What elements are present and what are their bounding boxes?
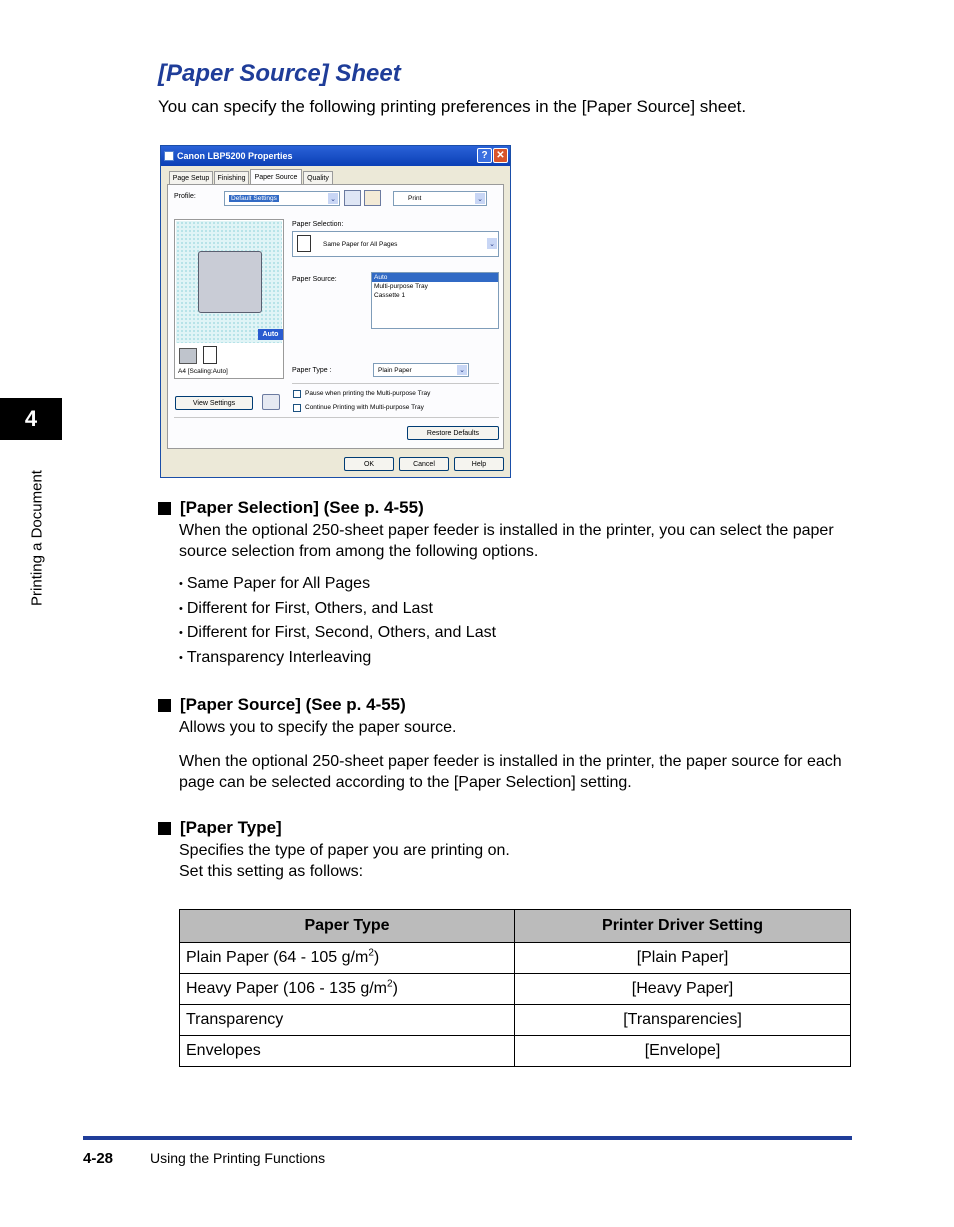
table-cell: Transparency [180, 1005, 515, 1036]
square-bullet-icon [158, 502, 171, 515]
profile-select[interactable] [224, 191, 340, 206]
list-item[interactable]: Cassette 1 [374, 292, 406, 299]
column-header: Paper Type [180, 910, 515, 943]
list-item: • Same Paper for All Pages [179, 575, 370, 593]
help-button[interactable]: Help [454, 457, 504, 471]
tab-page-setup[interactable]: Page Setup [169, 171, 213, 184]
edit-profile-icon[interactable] [364, 190, 381, 206]
paper-source-body-1: Allows you to specify the paper source. [179, 719, 457, 736]
chevron-down-icon: ⌄ [328, 193, 338, 204]
paper-source-label: Paper Source: [292, 276, 337, 283]
pages-icon [203, 346, 217, 364]
divider [174, 417, 499, 418]
chapter-title: Printing a Document [28, 469, 46, 606]
paper-type-select[interactable] [373, 363, 469, 377]
ok-button[interactable]: OK [344, 457, 394, 471]
pause-checkbox[interactable] [293, 390, 301, 398]
profile-label: Profile: [174, 193, 196, 200]
section-heading-paper-type [158, 818, 282, 838]
paper-selection-value: Same Paper for All Pages [323, 240, 398, 248]
chevron-down-icon: ⌄ [457, 365, 467, 375]
chapter-tab: 4 [0, 398, 62, 440]
footer-title: Using the Printing Functions [150, 1150, 326, 1166]
paper-source-list[interactable] [371, 272, 499, 329]
continue-checkbox[interactable] [293, 404, 301, 412]
divider [292, 383, 499, 384]
table-cell: [Plain Paper] [515, 943, 851, 974]
chevron-down-icon: ⌄ [475, 193, 485, 204]
table-row [180, 1005, 851, 1036]
close-button[interactable]: ✕ [493, 148, 508, 163]
table-cell: [Envelope] [515, 1036, 851, 1067]
paper-source-panel [167, 184, 504, 449]
pages-icon [297, 235, 311, 252]
help-title-button[interactable]: ? [477, 148, 492, 163]
list-item: • Different for First, Others, and Last [179, 600, 433, 618]
auto-badge: Auto [258, 329, 283, 340]
column-header: Printer Driver Setting [515, 910, 851, 943]
tab-quality[interactable]: Quality [303, 171, 333, 184]
page-heading: [Paper Source] Sheet [158, 60, 401, 87]
paper-selection-select[interactable] [292, 231, 499, 257]
paper-selection-label: Paper Selection: [292, 221, 344, 228]
continue-checkbox-label: Continue Printing with Multi-purpose Tray [305, 404, 424, 411]
chevron-down-icon: ⌄ [487, 238, 497, 249]
pause-checkbox-label: Pause when printing the Multi-purpose Tray [305, 390, 431, 397]
view-settings-button[interactable]: View Settings [175, 396, 253, 410]
chapter-side-label [22, 450, 52, 625]
paper-source-body-2: When the optional 250-sheet paper feeder is installed in the printer, the paper source for each page can be selected according to the [Paper Selection] setting. [179, 753, 842, 791]
paper-stack-icon [179, 348, 197, 364]
paper-type-body-2: Set this setting as follows: [179, 863, 364, 880]
dialog-title: Canon LBP5200 Properties [177, 151, 293, 161]
table-cell: [Heavy Paper] [515, 974, 851, 1005]
cancel-button[interactable]: Cancel [399, 457, 449, 471]
dialog-title-bar [161, 146, 510, 166]
preview-caption: A4 [Scaling:Auto] [178, 368, 228, 375]
table-header-row [180, 910, 851, 943]
square-bullet-icon [158, 699, 171, 712]
section-heading-paper-source [158, 695, 406, 715]
list-item[interactable]: Auto [372, 273, 498, 282]
table-cell: Plain Paper (64 - 105 $g/m^2$) [180, 943, 515, 974]
list-item: • Transparency Interleaving [179, 649, 371, 667]
square-bullet-icon [158, 822, 171, 835]
add-profile-icon[interactable] [344, 190, 361, 206]
section-heading-paper-selection [158, 498, 424, 518]
paper-type-value: Plain Paper [378, 366, 412, 374]
section-title: [Paper Selection] (See p. 4-55) [180, 498, 424, 517]
intro-text: You can specify the following printing preferences in the [Paper Source] sheet. [158, 97, 747, 116]
tab-paper-source[interactable]: Paper Source [250, 169, 302, 185]
restore-defaults-button[interactable]: Restore Defaults [407, 426, 499, 440]
section-title: [Paper Type] [180, 818, 282, 837]
printer-preview-image [176, 221, 282, 343]
tab-finishing[interactable]: Finishing [214, 171, 249, 184]
output-method-value: Print [408, 195, 422, 202]
paper-type-body-1: Specifies the type of paper you are printing on. [179, 842, 510, 859]
paper-selection-body: When the optional 250-sheet paper feeder is installed in the printer, you can select the paper source selection from among the following options. [179, 522, 834, 560]
printer-icon [164, 151, 174, 161]
properties-dialog [160, 145, 511, 478]
paper-type-table [179, 909, 851, 1067]
page-number: 4-28 [83, 1150, 114, 1167]
preview-pane [174, 219, 284, 379]
table-row [180, 1036, 851, 1067]
table-cell: [Transparencies] [515, 1005, 851, 1036]
output-method-select[interactable] [393, 191, 487, 206]
footer-rule [83, 1136, 852, 1140]
list-item: • Different for First, Second, Others, and Last [179, 624, 496, 642]
table-row [180, 974, 851, 1005]
paper-type-label: Paper Type : [292, 367, 332, 374]
printer-info-icon[interactable] [262, 394, 280, 410]
list-item[interactable]: Multi-purpose Tray [374, 283, 428, 290]
profile-value: Default Settings [231, 195, 277, 202]
table-cell: Envelopes [180, 1036, 515, 1067]
table-row [180, 943, 851, 974]
section-title: [Paper Source] (See p. 4-55) [180, 695, 406, 714]
table-cell: Heavy Paper (106 - 135 $g/m^2$) [180, 974, 515, 1005]
printer-illustration [198, 251, 262, 313]
